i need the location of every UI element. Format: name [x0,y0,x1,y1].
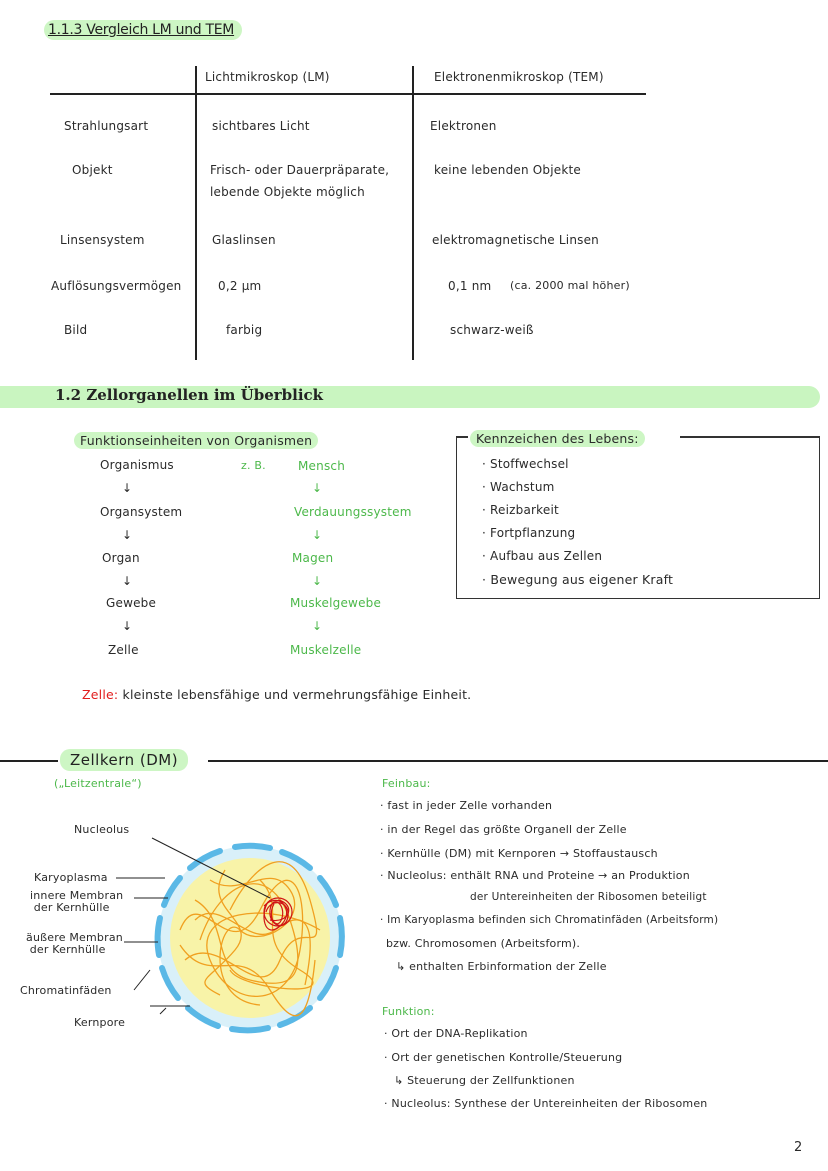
cell-tem: elektromagnetische Linsen [432,233,599,247]
arrow-down-icon: ↓ [312,574,323,588]
example-item: Magen [292,551,334,565]
cell-lm: farbig [226,323,263,337]
feinbau-heading: Feinbau: [382,777,431,790]
cell-definition-label: Zelle: [82,687,119,702]
box-top-border-left [456,436,468,438]
label-nuclear-pore: Kernpore [74,1016,126,1029]
funktion-item: · Ort der DNA-Replikation [384,1027,528,1040]
cell-lm: Glaslinsen [212,233,276,247]
row-label: Linsensystem [60,233,145,247]
table-vertical-line-1 [195,66,197,360]
arrow-down-icon: ↓ [122,528,133,542]
example-item: Muskelgewebe [290,596,382,610]
example-item: Mensch [298,459,345,473]
arrow-down-icon: ↓ [312,528,323,542]
funktion-heading: Funktion: [382,1005,435,1018]
row-label: Bild [64,323,88,337]
table-header-line [50,93,646,95]
section-1-title: 1.1.3 Vergleich LM und TEM [44,20,242,40]
cell-tem: schwarz-weiß [450,323,534,337]
level-item: Zelle [108,643,139,657]
page-number: 2 [794,1140,803,1155]
level-item: Gewebe [106,596,157,610]
cell-lm-line2: lebende Objekte möglich [210,185,365,199]
feinbau-item-sub: ↳ enthalten Erbinformation der Zelle [396,960,607,973]
feinbau-item: · Kernhülle (DM) mit Kernporen → Stoffaustausch [380,847,658,860]
life-item: · Stoffwechsel [482,457,569,471]
label-outer-membrane: äußere Membran der Kernhülle [26,931,123,956]
arrow-down-icon: ↓ [312,481,323,495]
life-item: · Fortpflanzung [482,526,576,540]
table-vertical-line-2 [412,66,414,360]
cell-tem: 0,1 nm [448,279,492,293]
example-item: Verdauungssystem [294,505,412,519]
column-header-lm: Lichtmikroskop (LM) [205,70,330,84]
cell-tem: Elektronen [430,119,497,133]
example-prefix: z. B. [241,459,266,472]
arrow-down-icon: ↓ [122,481,133,495]
feinbau-item: · in der Regel das größte Organell der Zelle [380,823,627,836]
row-label: Strahlungsart [64,119,149,133]
column-header-tem: Elektronenmikroskop (TEM) [434,70,604,84]
feinbau-item-continued: der Untereinheiten der Ribosomen beteiligt [470,891,707,903]
funktion-item: · Nucleolus: Synthese der Untereinheiten der Ribosomen [384,1097,708,1110]
label-nucleolus: Nucleolus [74,823,130,836]
life-box-title: Kennzeichen des Lebens: [470,430,645,447]
box-top-border-right [680,436,820,438]
level-item: Organ [102,551,140,565]
arrow-down-icon: ↓ [312,619,323,633]
life-item: · Wachstum [482,480,555,494]
feinbau-item: · Nucleolus: enthält RNA und Proteine → an Produktion [380,869,690,882]
example-item: Muskelzelle [290,643,362,657]
feinbau-item: · Im Karyoplasma befinden sich Chromatinfäden (Arbeitsform) [380,914,719,926]
life-item: · Bewegung aus eigener Kraft [482,572,674,587]
feinbau-item: · fast in jeder Zelle vorhanden [380,799,553,812]
cell-definition-text: kleinste lebensfähige und vermehrungsfähige Einheit. [122,687,472,702]
funktion-item-sub: ↳ Steuerung der Zellfunktionen [394,1074,575,1087]
row-label: Auflösungsvermögen [51,279,182,293]
cell-tem: keine lebenden Objekte [434,163,581,177]
feinbau-item-continued: bzw. Chromosomen (Arbeitsform). [386,937,581,950]
level-item: Organsystem [100,505,183,519]
label-chromatin: Chromatinfäden [20,984,112,997]
label-inner-membrane: innere Membran der Kernhülle [30,889,124,914]
units-heading: Funktionseinheiten von Organismen [74,432,318,449]
funktion-item: · Ort der genetischen Kontrolle/Steuerung [384,1051,623,1064]
section-2-title: 1.2 Zellorganellen im Überblick [55,386,324,404]
cell-definition [82,687,471,702]
life-item: · Reizbarkeit [482,503,559,517]
cell-tem-note: (ca. 2000 mal höher) [510,279,630,292]
section-3-rule-right [208,760,828,762]
section-3-title: Zellkern (DM) [60,749,188,771]
row-label: Objekt [72,163,113,177]
arrow-down-icon: ↓ [122,574,133,588]
section-3-subtitle: („Leitzentrale“) [54,777,142,790]
cell-lm: sichtbares Licht [212,119,310,133]
cell-lm: 0,2 μm [218,279,262,293]
section-3-rule-left [0,760,58,762]
label-karyoplasma: Karyoplasma [34,871,108,884]
cell-lm: Frisch- oder Dauerpräparate, [210,163,390,177]
life-item: · Aufbau aus Zellen [482,549,603,563]
level-item: Organismus [100,458,174,472]
arrow-down-icon: ↓ [122,619,133,633]
